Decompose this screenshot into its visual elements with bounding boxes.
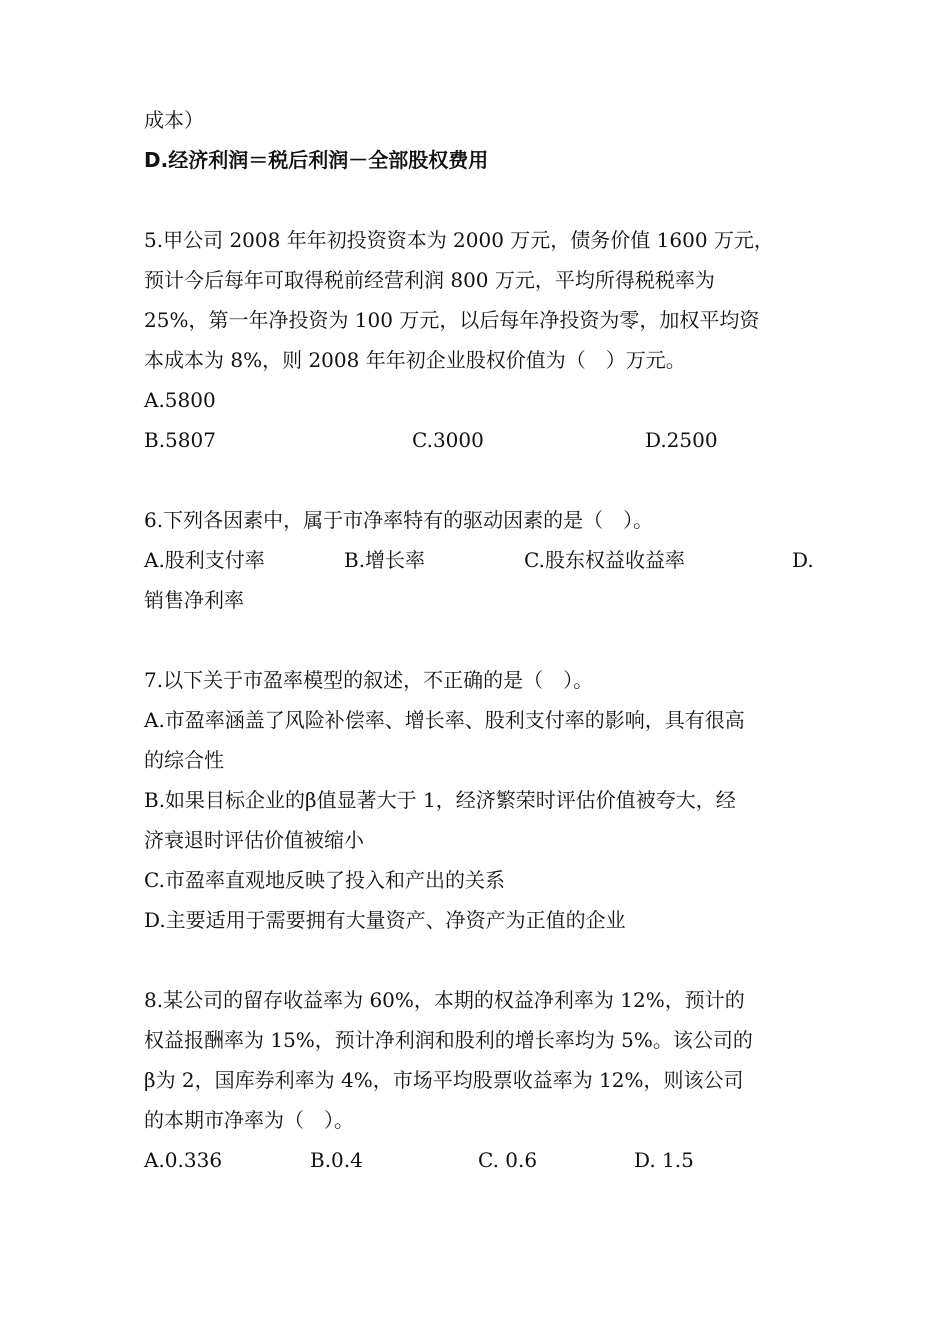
q6-option-d: D. [792,548,814,572]
q8-option-b: B.0.4 [310,1148,363,1172]
q8-option-a: A.0.336 [144,1148,223,1172]
q5-line-1: 5.甲公司 2008 年年初投资资本为 2000 万元，债务价值 1600 万元， [144,228,774,252]
q8-option-d: D. 1.5 [634,1148,694,1172]
q5-option-b: B.5807 [144,428,216,452]
q6-option-d-text: 销售净利率 [144,588,244,612]
q8-line-2: 权益报酬率为 15%，预计净利润和股利的增长率均为 5%。该公司的 [144,1028,753,1052]
prev-option-d: D.经济利润＝税后利润－全部股权费用 [144,148,489,172]
q5-option-d: D.2500 [645,428,718,452]
q7-option-d: D.主要适用于需要拥有大量资产、净资产为正值的企业 [144,908,626,932]
q7-option-a-line-1: A.市盈率涵盖了风险补偿率、增长率、股利支付率的影响，具有很高 [144,708,745,732]
q6-option-b: B.增长率 [344,548,426,572]
q8-line-4: 的本期市净率为（ ）。 [144,1108,354,1132]
q5-line-4: 本成本为 8%，则 2008 年年初企业股权价值为（ ）万元。 [144,348,686,372]
q6-option-c: C.股东权益收益率 [524,548,685,572]
q7-stem: 7.以下关于市盈率模型的叙述，不正确的是（ ）。 [144,668,594,692]
q5-option-c: C.3000 [412,428,484,452]
q8-option-c: C. 0.6 [478,1148,538,1172]
q5-line-2: 预计今后每年可取得税前经营利润 800 万元，平均所得税税率为 [144,268,715,292]
q7-option-c: C.市盈率直观地反映了投入和产出的关系 [144,868,505,892]
q7-option-b-line-1: B.如果目标企业的β值显著大于 1，经济繁荣时评估价值被夸大，经 [144,788,736,812]
q5-line-3: 25%，第一年净投资为 100 万元，以后每年净投资为零，加权平均资 [144,308,760,332]
q6-option-a: A.股利支付率 [144,548,265,572]
q8-line-1: 8.某公司的留存收益率为 60%，本期的权益净利率为 12%，预计的 [144,988,745,1012]
q7-option-a-line-2: 的综合性 [144,748,224,772]
q6-stem: 6.下列各因素中，属于市净率特有的驱动因素的是（ ）。 [144,508,654,532]
q5-option-a: A.5800 [144,388,216,412]
q7-option-b-line-2: 济衰退时评估价值被缩小 [144,828,364,852]
continuation-line: 成本） [144,108,204,132]
q8-line-3: β为 2，国库券利率为 4%，市场平均股票收益率为 12%，则该公司 [144,1068,744,1092]
